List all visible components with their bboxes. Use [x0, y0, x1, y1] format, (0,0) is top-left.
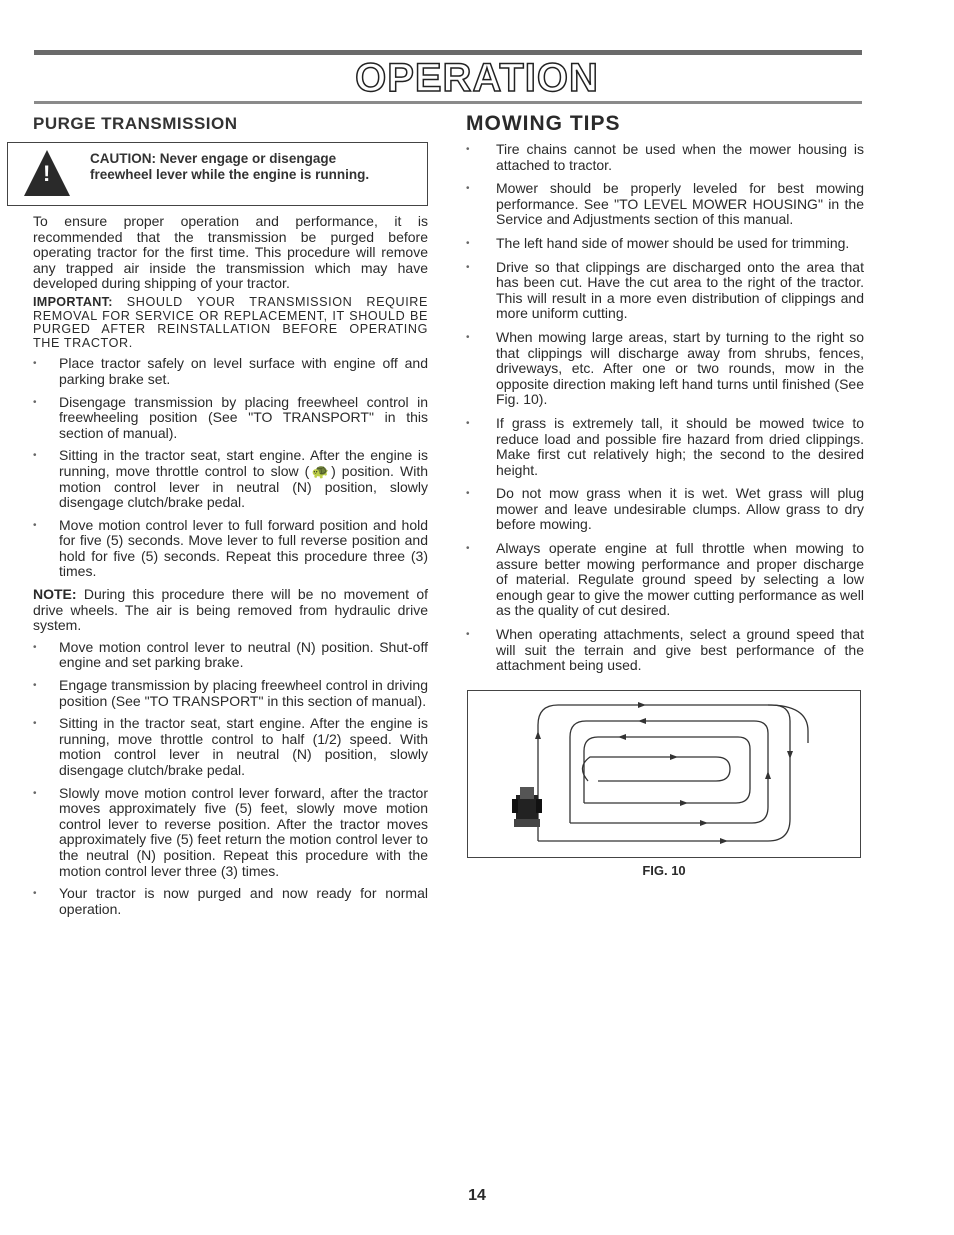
- list-item: • Place tractor safely on level surface with engine off and parking brake set.: [33, 356, 428, 387]
- list-item: • Always operate engine at full throttle when mowing to assure better mowing performance and proper discharge of material. Regulate ground speed by selecting a low enough gear to give the mower cutting performance as well as the quality of cut desired.: [466, 541, 864, 619]
- important-text: SHOULD YOUR TRANSMISSION REQUIRE REMOVAL FOR SERVICE OR REPLACEMENT, IT SHOULD BE PURGED AFTER REINSTALLATION BEFORE OPERATING THE TRACTOR.: [33, 294, 428, 350]
- page-title: OPERATION: [355, 56, 599, 100]
- mowing-pattern-diagram: [468, 691, 859, 856]
- purge-transmission-heading: PURGE TRANSMISSION: [33, 114, 238, 133]
- mowing-tips-heading: MOWING TIPS: [466, 112, 621, 135]
- exclamation-icon: !: [43, 161, 51, 186]
- list-item: • Sitting in the tractor seat, start engine. After the engine is running, move throttle control to slow (🐢) position. With motion control lever in neutral (N) position, slowly disengage clutch/brake pedal.: [33, 448, 428, 510]
- intro-paragraph: To ensure proper operation and performance, it is recommended that the transmission be purged before operating tractor for the first time. This procedure will remove any trapped air inside the transmission which may have developed during shipping of your tractor.: [33, 213, 428, 292]
- arrow-icon: [638, 718, 646, 724]
- list-item: • Slowly move motion control lever forward, after the tractor moves approximately five (5) feet, slowly move motion control lever to reverse position. After the tractor moves approximately five (5) feet return the motion control lever to the neutral (N) position. Repeat this procedure with the motion control lever three (3) times.: [33, 786, 428, 880]
- arrow-icon: [680, 800, 688, 806]
- list-item: • Disengage transmission by placing freewheel control in freewheeling position (See "TO TRANSPORT" in this section of manual).: [33, 395, 428, 442]
- purge-steps-list-2: [33, 640, 428, 918]
- list-item: • If grass is extremely tall, it should be mowed twice to reduce load and possible fire hazard from dried clippings. Make first cut relatively high; the second to the desired height.: [466, 416, 864, 478]
- list-item: • Sitting in the tractor seat, start engine. After the engine is running, move throttle control to half (1/2) speed. With motion control lever in neutral (N) position, slowly disengage clutch/brake pedal.: [33, 716, 428, 778]
- note-paragraph: [33, 587, 428, 634]
- figure-caption: FIG. 10: [642, 863, 686, 878]
- list-item: • Do not mow grass when it is wet. Wet grass will plug mower and leave undesirable clumps. Allow grass to dry before mowing.: [466, 486, 864, 533]
- arrow-icon: [670, 754, 678, 760]
- arrow-icon: [720, 838, 728, 844]
- outer-path: [538, 705, 790, 841]
- left-column: [33, 114, 428, 924]
- list-item: • Engage transmission by placing freewheel control in driving position (See "TO TRANSPORT" in this section of manual).: [33, 678, 428, 709]
- title-rule: [34, 101, 862, 104]
- list-item: • Move motion control lever to full forward position and hold for five (5) seconds. Move lever to full reverse position and hold for five (5) seconds. Repeat this procedure three (3) times.: [33, 518, 428, 580]
- top-rule: [34, 50, 862, 55]
- mowing-tips-list: [466, 142, 864, 674]
- note-text: During this procedure there will be no movement of drive wheels. The air is being removed from hydraulic drive system.: [33, 586, 429, 634]
- list-item: • When operating attachments, select a ground speed that will suit the terrain and give best performance of the attachment being used.: [466, 627, 864, 674]
- third-path: [584, 737, 750, 803]
- important-label: IMPORTANT:: [33, 294, 113, 309]
- list-item: • Move motion control lever to neutral (N) position. Shut-off engine and set parking brake.: [33, 640, 428, 671]
- right-column: [466, 114, 864, 682]
- list-item: • Drive so that clippings are discharged onto the area that has been cut. Have the cut area to the right of the tractor. This will result in a more even distribution of clippings and more uniform cutting.: [466, 260, 864, 322]
- list-item: • Mower should be properly leveled for best mowing performance. See "TO LEVEL MOWER HOUSING" in the Service and Adjustments section of this manual.: [466, 181, 864, 228]
- arrow-icon: [700, 820, 708, 826]
- list-item: • When mowing large areas, start by turning to the right so that clippings will discharge away from shrubs, fences, driveways, etc. After one or two rounds, mow in the opposite direction making left hand turns until finished (See Fig. 10).: [466, 330, 864, 408]
- caution-label: CAUTION:: [90, 151, 156, 166]
- second-path: [570, 721, 768, 823]
- arrow-icon: [787, 751, 793, 759]
- arrow-icon: [618, 734, 626, 740]
- caution-box: [7, 142, 428, 206]
- arrow-icon: [535, 731, 541, 739]
- list-item: • Tire chains cannot be used when the mower housing is attached to tractor.: [466, 142, 864, 173]
- caution-text: [90, 151, 390, 183]
- list-item: • The left hand side of mower should be used for trimming.: [466, 236, 864, 252]
- arrow-icon: [638, 702, 646, 708]
- arrow-icon: [765, 771, 771, 779]
- outer-turn: [768, 705, 808, 743]
- list-item: • Your tractor is now purged and now ready for normal operation.: [33, 886, 428, 917]
- important-paragraph: [33, 296, 428, 350]
- caution-message: Never engage or disengage freewheel lever while the engine is running.: [90, 151, 370, 182]
- inner-path: [582, 757, 730, 781]
- note-label: NOTE:: [33, 586, 77, 603]
- figure-10-mowing-pattern: [467, 690, 861, 858]
- purge-steps-list-1: [33, 356, 428, 580]
- page-number: 14: [468, 1187, 486, 1204]
